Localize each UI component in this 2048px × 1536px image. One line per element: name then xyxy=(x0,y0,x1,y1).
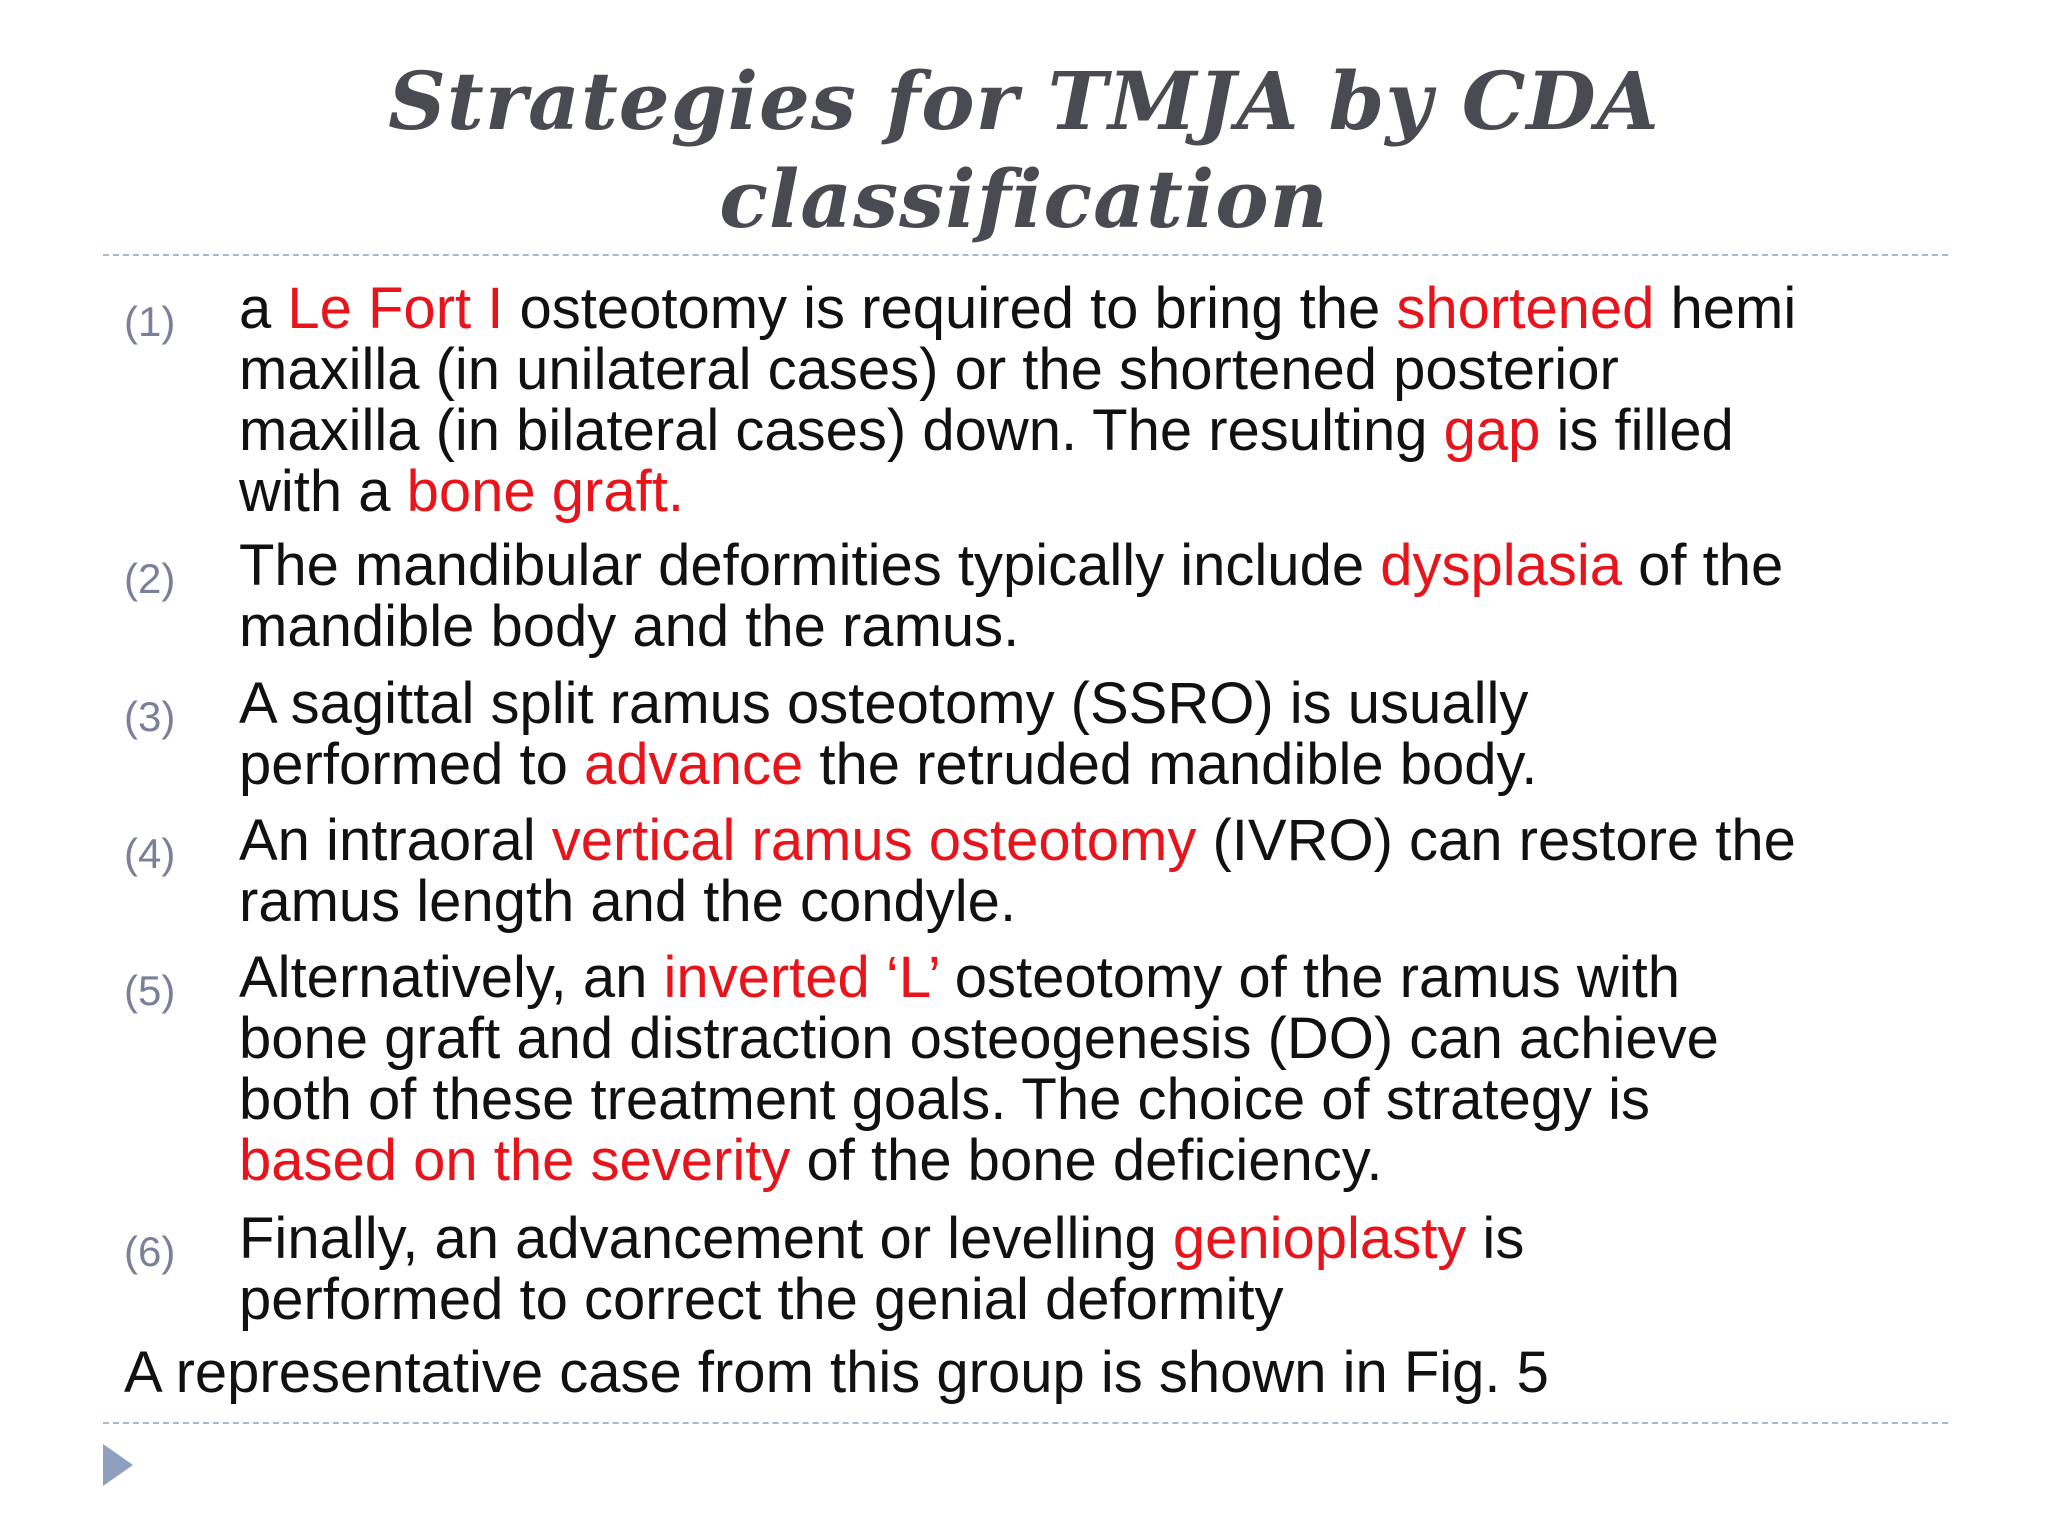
text-segment: both of these treatment goals. The choice of strategy is xyxy=(239,1067,1651,1132)
list-item-number: (2) xyxy=(124,555,176,602)
text-segment: with a xyxy=(239,459,407,524)
list-item-text xyxy=(239,810,1939,932)
text-segment: mandible body and the ramus. xyxy=(239,594,1020,659)
list-item-text xyxy=(239,673,1939,795)
text-segment: the retruded mandible body. xyxy=(803,732,1538,797)
top-divider xyxy=(103,254,1948,256)
list-item-number: (4) xyxy=(124,830,176,877)
highlighted-term: Le Fort I xyxy=(287,276,504,341)
text-line xyxy=(239,947,1939,1008)
text-line xyxy=(239,400,1939,461)
text-segment: performed to correct the genial deformity xyxy=(239,1267,1284,1332)
list-item-number: (5) xyxy=(124,967,176,1014)
text-line xyxy=(239,596,1939,657)
text-line xyxy=(239,810,1939,871)
slide-title xyxy=(0,52,2048,248)
play-triangle-icon xyxy=(103,1444,133,1486)
text-segment: osteotomy is required to bring the xyxy=(503,276,1397,341)
list-item-text xyxy=(239,947,1939,1191)
text-segment: maxilla (in unilateral cases) or the shortened posterior xyxy=(239,337,1619,402)
text-segment: maxilla (in bilateral cases) down. The resulting xyxy=(239,398,1444,463)
text-line xyxy=(239,1130,1939,1191)
slide-title-line-2: classification xyxy=(719,152,1329,246)
text-segment: A sagittal split ramus osteotomy (SSRO) is usually xyxy=(239,671,1529,736)
text-line xyxy=(239,871,1939,932)
text-line xyxy=(239,1008,1939,1069)
text-segment: osteotomy of the ramus with xyxy=(938,945,1681,1010)
highlighted-term: shortened xyxy=(1396,276,1655,341)
text-segment: is xyxy=(1466,1206,1525,1271)
bottom-divider xyxy=(103,1422,1948,1424)
text-line xyxy=(239,339,1939,400)
text-line xyxy=(239,1269,1939,1330)
text-segment: is filled xyxy=(1540,398,1734,463)
list-item-number: (3) xyxy=(124,693,176,740)
text-line xyxy=(239,278,1939,339)
text-segment: of the xyxy=(1622,533,1784,598)
highlighted-term: genioplasty xyxy=(1172,1206,1467,1271)
text-segment: Finally, an advancement or levelling xyxy=(239,1206,1173,1271)
text-line xyxy=(239,1208,1939,1269)
text-segment: An intraoral xyxy=(239,808,552,873)
highlighted-term: dysplasia xyxy=(1380,533,1623,598)
text-line xyxy=(239,1069,1939,1130)
list-item-number: (1) xyxy=(124,298,176,345)
text-line xyxy=(239,461,1939,522)
text-line xyxy=(239,673,1939,734)
text-segment: Alternatively, an xyxy=(239,945,664,1010)
list-item-number: (6) xyxy=(124,1228,176,1275)
highlighted-term: gap xyxy=(1443,398,1541,463)
highlighted-term: advance xyxy=(583,732,804,797)
text-segment: bone graft and distraction osteogenesis (DO) can achieve xyxy=(239,1006,1719,1071)
text-segment: (IVRO) can restore the xyxy=(1196,808,1796,873)
footer-text: A representative case from this group is shown in Fig. 5 xyxy=(124,1340,1549,1405)
highlighted-term: vertical ramus osteotomy xyxy=(551,808,1197,873)
list-item-text xyxy=(239,1208,1939,1330)
text-segment: hemi xyxy=(1654,276,1797,341)
text-segment: ramus length and the condyle. xyxy=(239,869,1017,934)
slide-title-line-1: Strategies for TMJA by CDA xyxy=(388,54,1660,148)
text-line xyxy=(239,535,1939,596)
highlighted-term: inverted ‘L’ xyxy=(663,945,939,1010)
text-line xyxy=(239,734,1939,795)
text-segment: of the bone deficiency. xyxy=(790,1128,1383,1193)
text-segment: performed to xyxy=(239,732,584,797)
text-segment: The mandibular deformities typically include xyxy=(239,533,1381,598)
highlighted-term: based on the severity xyxy=(239,1128,791,1193)
list-item-text xyxy=(239,535,1939,657)
list-item-text xyxy=(239,278,1939,522)
text-segment: a xyxy=(239,276,288,341)
highlighted-term: bone graft. xyxy=(406,459,684,524)
